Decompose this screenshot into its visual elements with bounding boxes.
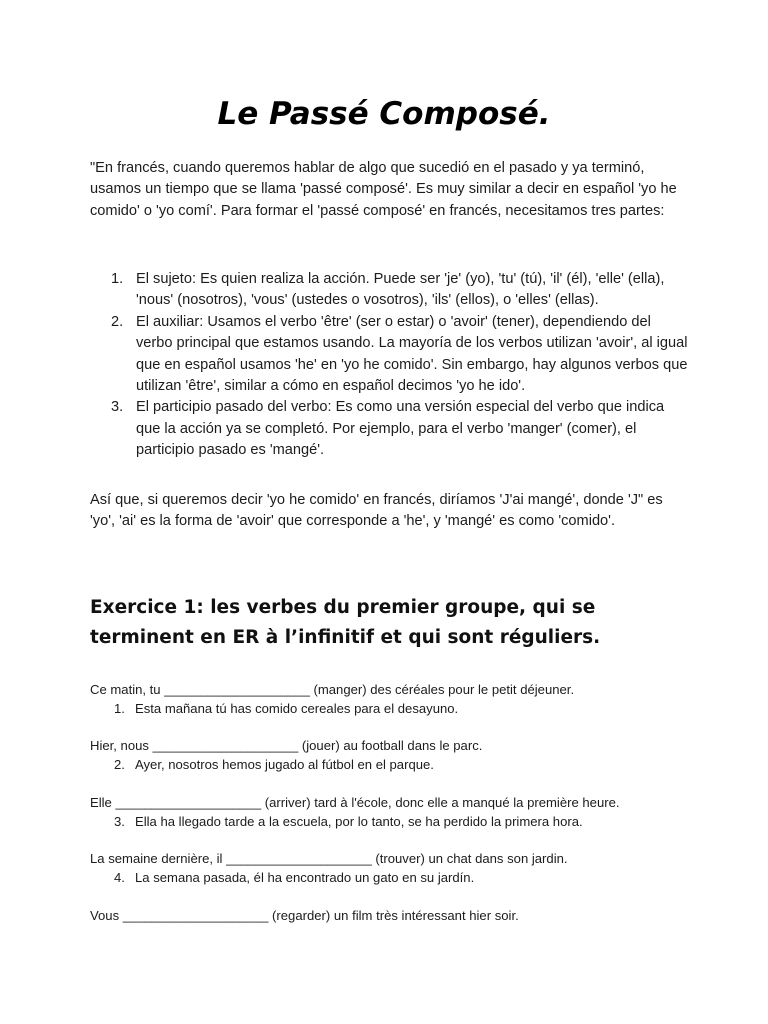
list-item-text: El sujeto: Es quien realiza la acción. Puede ser 'je' (yo), 'tu' (tú), 'il' (él), 'elle' (ella), 'nous' (nosotros), 'vous' (ustedes o vosotros), 'ils' (ellos), o 'elles' (ellas).: [136, 271, 665, 309]
exercise-sentence: La semaine dernière, il ____________________ (trouver) un chat dans son jardin.: [90, 851, 568, 866]
steps-list: [90, 269, 690, 462]
intro-paragraph: "En francés, cuando queremos hablar de algo que sucedió en el pasado y ya terminó, usamos un tiempo que se llama 'passé composé'. Es muy similar a decir en español 'yo he comido' o 'yo comí'. Para formar el 'passé composé' en francés, necesitamos tres partes:: [90, 160, 677, 219]
exercise-translation-row: [90, 812, 690, 831]
exercise-heading: Exercice 1: les verbes du premier groupe, qui se terminent en ER à l’infinitif et qui sont réguliers.: [90, 597, 601, 648]
exercise-sentence: Vous ____________________ (regarder) un film très intéressant hier soir.: [90, 908, 519, 923]
translation-number: 2.: [114, 757, 125, 772]
summary-paragraph: Así que, si queremos decir 'yo he comido' en francés, diríamos 'J'ai mangé', donde 'J" es 'yo', 'ai' es la forma de 'avoir' que corresponde a 'he', y 'mangé' es como 'comido'.: [90, 492, 663, 530]
list-item-number: 1.: [111, 271, 124, 287]
translation-number: 3.: [114, 814, 125, 829]
exercise-translation-row: [90, 868, 690, 887]
translation-number: 4.: [114, 870, 125, 885]
exercise-item: [90, 680, 690, 718]
exercise-item: [90, 736, 690, 774]
list-item: [90, 312, 690, 398]
exercise-translation: Esta mañana tú has comido cereales para el desayuno.: [135, 701, 459, 716]
list-item-number: 3.: [111, 399, 124, 416]
list-item-text: El auxiliar: Usamos el verbo 'être' (ser o estar) o 'avoir' (tener), dependiendo del verbo principal que estamos usando. La mayoría de los verbos utilizan 'avoir', al igual que en español usamos 'he' en 'yo he comido'. Sin embargo, hay algunos verbos que utilizan 'être', similar a cómo en español decimos 'yo he ido'.: [136, 313, 688, 395]
list-item-text: El participio pasado del verbo: Es como una versión especial del verbo que indica que la acción ya se completó. Por ejemplo, para el verbo 'manger' (comer), el participio pasado es 'mangé'.: [136, 399, 665, 459]
exercise-translation: La semana pasada, él ha encontrado un gato en su jardín.: [135, 870, 475, 885]
translation-number: 1.: [114, 701, 125, 716]
exercise-translation-row: [90, 699, 690, 718]
exercise-item: [90, 849, 690, 887]
exercise-sentence: Elle ____________________ (arriver) tard à l'école, donc elle a manqué la première heure.: [90, 795, 620, 810]
exercise-translation: Ella ha llegado tarde a la escuela, por lo tanto, se ha perdido la primera hora.: [135, 814, 583, 829]
list-item: [90, 397, 690, 461]
page-title: Le Passé Composé.: [217, 96, 551, 132]
exercise-item: [90, 906, 690, 925]
exercise-item: [90, 793, 690, 831]
exercise-sentence: Ce matin, tu ____________________ (manger) des céréales pour le petit déjeuner.: [90, 682, 575, 697]
list-item-number: 2.: [111, 313, 124, 330]
exercise-translation-row: [90, 755, 690, 774]
list-item: [90, 269, 690, 312]
exercise-translation: Ayer, nosotros hemos jugado al fútbol en el parque.: [135, 757, 434, 772]
exercise-sentence: Hier, nous ____________________ (jouer) au football dans le parc.: [90, 738, 483, 753]
